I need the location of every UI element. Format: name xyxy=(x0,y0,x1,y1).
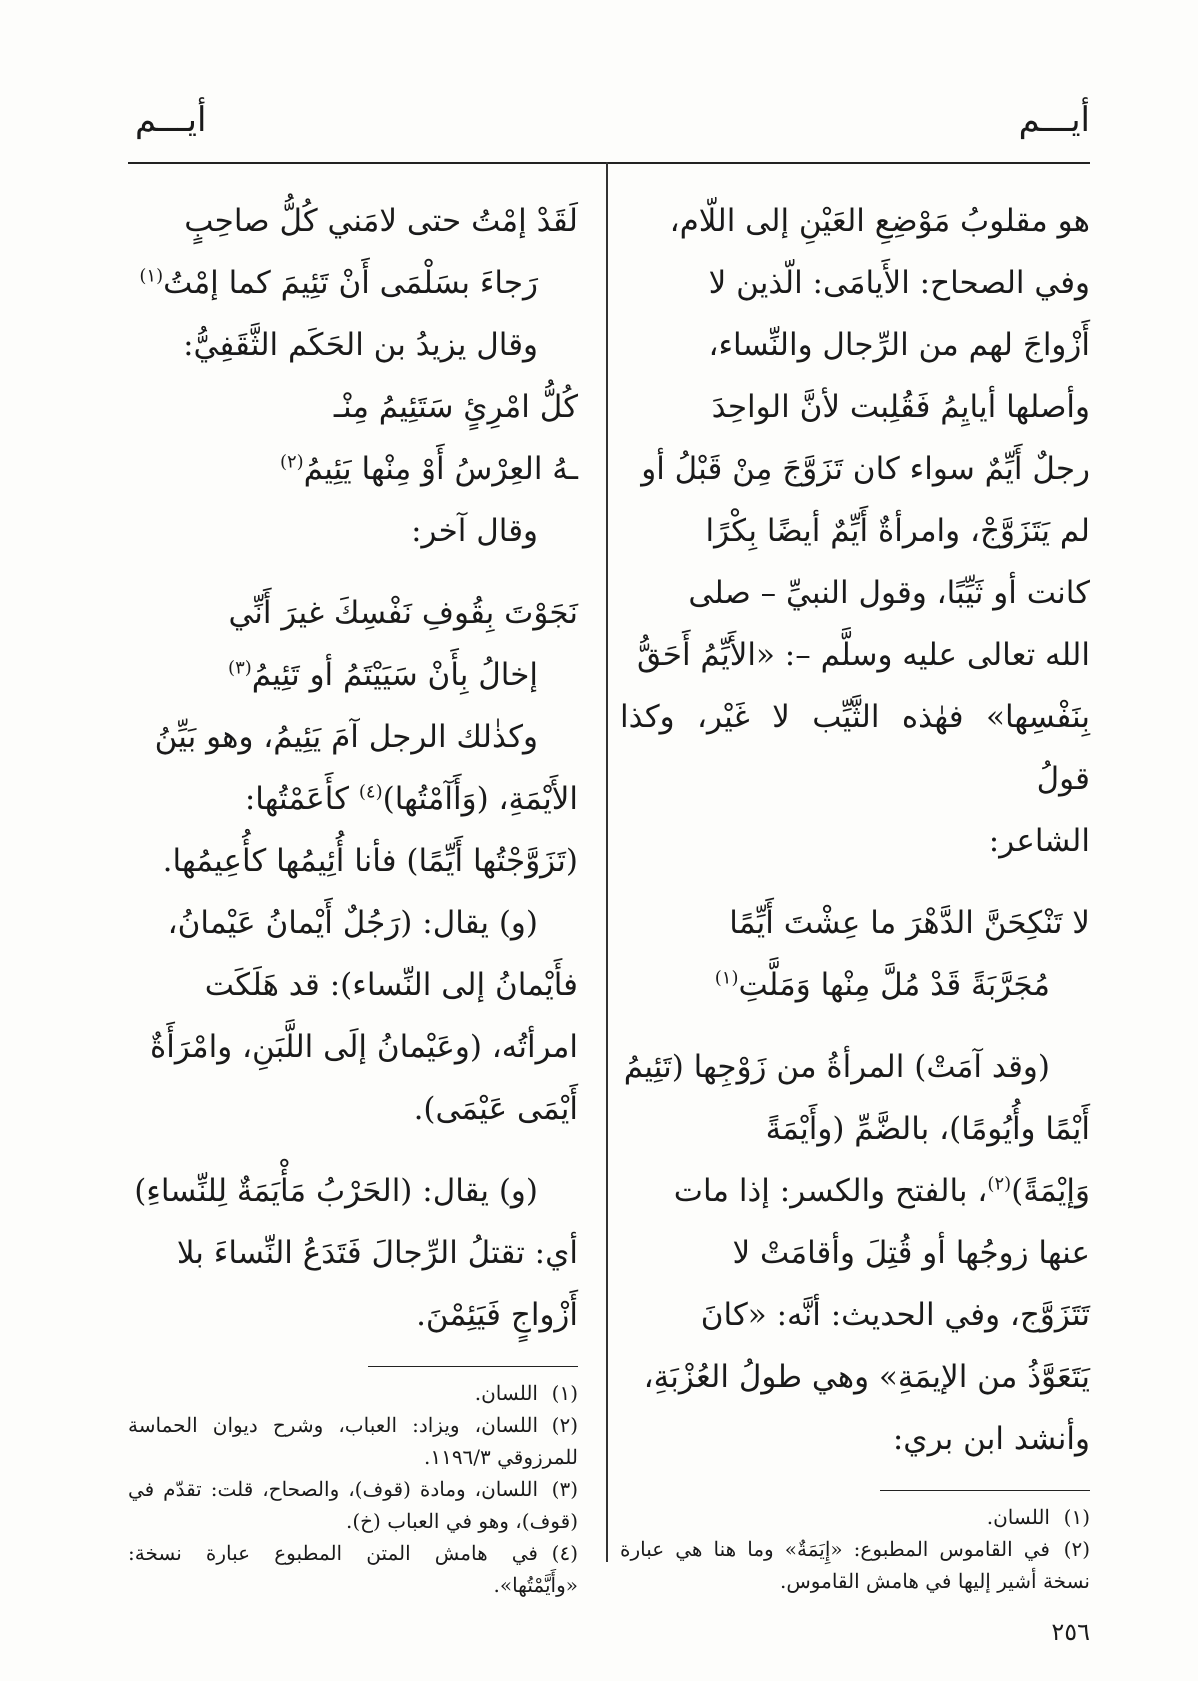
text-line: أَزْواجٍ فَيَئِمْنَ. xyxy=(416,1297,578,1333)
footnote: (٣)اللسان، ومادة (قوف)، والصحاح، قلت: تقدّم في (قوف)، وهو في العباب (خ). xyxy=(128,1477,578,1533)
footnote: (٢)في القاموس المطبوع: «إِيَمَةٌ» وما هنا هي عبارة نسخة أشير إليها في هامش القاموس. xyxy=(620,1537,1090,1593)
footnote-mark: (٢) xyxy=(987,1173,1012,1195)
right-column xyxy=(620,190,1090,1597)
footnote: (١)اللسان. xyxy=(474,1381,578,1405)
footnote-rule xyxy=(368,1366,578,1367)
text-line: (و) يقال: (الحَرْبُ مَأْيَمَةٌ لِلنِّساءِ) xyxy=(134,1173,538,1209)
verse-line: رَجاءَ بسَلْمَى أَنْ تَئِيمَ كما إمْتُ$^{(١)}$ xyxy=(139,265,538,301)
header-rule xyxy=(128,162,1090,164)
text-line: وكذٰلك الرجل آمَ يَئِيمُ، وهو بَيِّنُ xyxy=(154,719,538,755)
footnote-mark: (٣) xyxy=(228,657,252,679)
text-line: الشاعر: xyxy=(988,823,1090,859)
text-line: (وقد آمَتْ) المرأةُ من زَوْجِها (تَئِيمُ xyxy=(623,1049,1050,1085)
column-divider xyxy=(606,162,608,1562)
text-line: رجلٌ أَيِّمٌ سواء كان تَزَوَّجَ مِنْ قَبْلُ أو xyxy=(641,451,1090,487)
text-line: بِنَفْسِها» فهٰذه الثَّيِّب لا غَيْر، وكذا قولُ xyxy=(620,699,1090,797)
footnote-mark: (١) xyxy=(139,265,164,287)
verse-line: إخالُ بِأَنْ سَيَيْتَمُ أو تَئِيمُ$^{(٣)}$ xyxy=(228,657,538,693)
text-line: لم يَتَزَوَّجْ، وامرأةٌ أَيِّمٌ أيضًا بِكْرًا xyxy=(705,513,1090,549)
running-head-right: أيـــم xyxy=(1018,100,1090,140)
footnote: (٢)اللسان، ويزاد: العباب، وشرح ديوان الحماسة للمرزوقي ١١٩٦/٣. xyxy=(128,1413,578,1469)
verse-line: نَجَوْتَ بِقُوفِ نَفْسِكَ غيرَ أَنِّي xyxy=(228,595,578,631)
text-line: وقال يزيدُ بن الحَكَم الثَّقَفِيُّ: xyxy=(183,327,538,363)
running-head-left: أيـــم xyxy=(135,100,207,140)
footnote-mark: (١) xyxy=(714,967,739,989)
verse-line: ـهُ العِرْسُ أَوْ مِنْها يَئِيمُ$^{(٢)}$ xyxy=(279,451,578,487)
text-line: وقال آخر: xyxy=(411,513,538,549)
left-column xyxy=(128,190,578,1601)
text-line: وَإيْمَةً)$^{(٢)}$، بالفتح والكسر: إذا مات xyxy=(673,1173,1090,1209)
text-line: الأَيْمَةِ، (وَأَآمْتُها)$^{(٤)}$ كأَعَمْتُها: xyxy=(244,781,578,817)
verse-line: لَقَدْ إمْتُ حتى لامَني كُلُّ صاحِبٍ xyxy=(184,203,578,239)
text-line: وأصلها أيايِمُ فَقُلِبت لأنَّ الواحِدَ xyxy=(711,389,1090,425)
text-line: أَيْمَى عَيْمَى). xyxy=(413,1091,578,1127)
footnote: (٤)في هامش المتن المطبوع عبارة نسخة: «وأَيَّمْتُها». xyxy=(128,1541,578,1597)
text-line: وأنشد ابن بري: xyxy=(892,1421,1090,1457)
text-line: أَزْواجَ لهم من الرِّجال والنِّساء، xyxy=(708,327,1090,363)
verse-line: مُجَرَّبَةً قَدْ مُلَّ مِنْها وَمَلَّتِ$^{(١)}$ xyxy=(714,967,1050,1003)
text-line: هو مقلوبُ مَوْضِعِ العَيْنِ إلى اللّام، xyxy=(669,203,1090,239)
text-line: يَتَعَوَّذُ من الإيمَةِ» وهي طولُ العُزْبَةِ، xyxy=(643,1359,1090,1395)
text-line: أَيْمًا وأُيُومًا)، بالضَّمِّ (وأَيْمَةً xyxy=(765,1111,1090,1147)
text-line: (تَزَوَّجْتُها أَيِّمًا) فأنا أُئِيمُها كأُعِيمُها. xyxy=(162,843,578,879)
text-line: تَتَزَوَّج، وفي الحديث: أنَّه: «كانَ xyxy=(700,1297,1090,1333)
text-line: فأَيْمانُ إلى النِّساء): قد هَلَكَت xyxy=(204,967,578,1003)
text-line: وفي الصحاح: الأَيامَى: الّذين لا xyxy=(708,265,1090,301)
text-line: أي: تقتلُ الرِّجالَ فَتَدَعُ النِّساءَ بلا xyxy=(176,1235,578,1271)
text-line: عنها زوجُها أو قُتِلَ وأقامَتْ لا xyxy=(732,1235,1090,1271)
text-line: كانت أو ثَيِّبًا، وقول النبيِّ – صلى xyxy=(688,575,1090,611)
footnote-rule xyxy=(880,1490,1090,1491)
verse-line: كُلُّ امْرِئٍ سَتَئِيمُ مِنْـ xyxy=(333,389,578,425)
verse-line: لا تَنْكِحَنَّ الدَّهْرَ ما عِشْتَ أَيِّمًا xyxy=(729,905,1090,941)
footnote-mark: (٤) xyxy=(358,781,383,803)
footnote-mark: (٢) xyxy=(279,451,304,473)
footnote: (١)اللسان. xyxy=(986,1505,1090,1529)
page-number: ٢٥٦ xyxy=(1051,1618,1090,1646)
text-line: الله تعالى عليه وسلَّم –: «الأَيِّمُ أَحَقُّ xyxy=(636,637,1090,673)
text-line: امرأتُه، (وعَيْمانُ إلَى اللَّبَنِ، وامْرَأَةٌ xyxy=(150,1029,578,1065)
text-line: (و) يقال: (رَجُلٌ أَيْمانُ عَيْمانُ، xyxy=(167,905,538,941)
